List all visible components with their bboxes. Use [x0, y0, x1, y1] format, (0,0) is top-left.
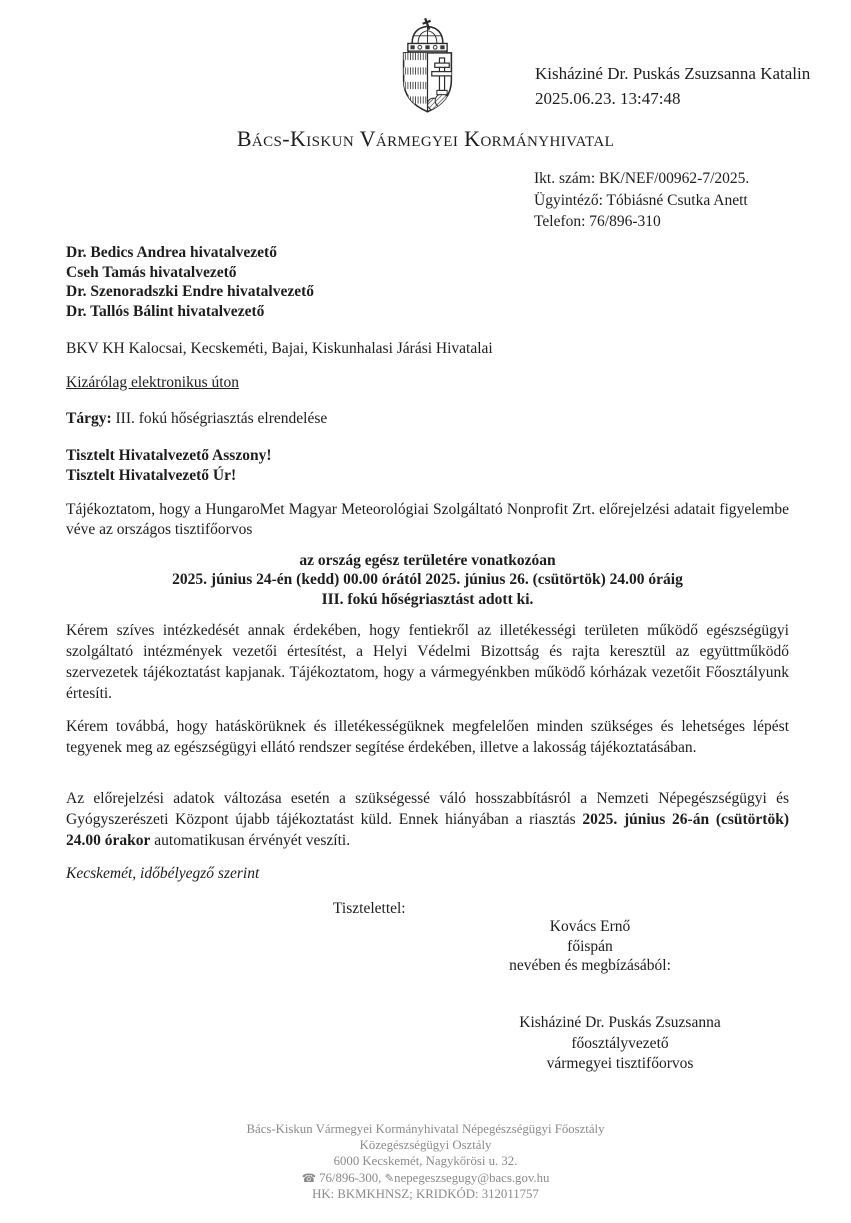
salutation-block: [66, 446, 789, 485]
reference-number-label: Ikt. szám:: [534, 170, 596, 187]
salutation-line: Tisztelt Hivatalvezető Asszony!: [66, 447, 272, 464]
phone-value: 76/896-310: [589, 213, 661, 230]
office-title: Bács-Kiskun Vármegyei Kormányhivatal: [236, 126, 615, 151]
footer-department: Bács-Kiskun Vármegyei Kormányhivatal Népegészségügyi Főosztály: [246, 1122, 605, 1136]
phone-label: Telefon:: [534, 213, 586, 230]
paragraph-request1-text: Kérem szíves intézkedését annak érdekében, hogy fentiekről az illetékességi területen működő egészségügyi szolgáltató intézmények vezetői értesítést, a Helyi Védelmi Bizottság és rajta keresztül az együttműködő szervezetek tájékoztatást kapjanak. Tájékoztatom, hogy a vármegyénkben működő kórházak vezetőit Főosztályunk értesíti.: [66, 622, 789, 702]
subject-label: Tárgy:: [66, 410, 112, 427]
delivery-method-text: Kizárólag elektronikus úton: [66, 374, 240, 391]
footer-contact-line: [0, 1170, 851, 1186]
closing-salutation: Tisztelettel:: [333, 900, 406, 917]
telephone-icon: ☎: [301, 1170, 316, 1185]
signatory-secondary-name: Kisháziné Dr. Puskás Zsuzsanna: [519, 1014, 721, 1031]
case-officer-label: Ügyintéző:: [534, 191, 603, 209]
recipient-offices-text: BKV KH Kalocsai, Kecskeméti, Bajai, Kiskunhalasi Járási Hivatalai: [66, 340, 493, 357]
footer-address: 6000 Kecskemét, Nagykőrösi u. 32.: [333, 1154, 518, 1169]
stamp-signer-name: Kisháziné Dr. Puskás Zsuzsanna Katalin: [535, 64, 811, 83]
signatory-secondary-title: főosztályvezető: [571, 1034, 669, 1052]
signatory-primary-block: [430, 917, 750, 976]
footer-division: Közegészségügyi Osztály: [359, 1138, 492, 1153]
paragraph-expiry-deadline: 2025. június 26-án (csütörtök) 24.00 órakor: [66, 811, 789, 849]
subject-line: [66, 409, 789, 429]
pen-icon: ✎: [384, 1170, 395, 1185]
paragraph-expiry-tail: automatikusan érvényét veszíti.: [150, 832, 351, 849]
alert-scope-line: az ország egész területére vonatkozóan: [299, 552, 556, 569]
recipient-name: Cseh Tamás hivatalvezető: [66, 263, 237, 281]
footer-email: nepegeszsegugy@bacs.gov.hu: [394, 1170, 550, 1185]
heat-alert-block: [66, 551, 789, 609]
recipient-name: Dr. Bedics Andrea hivatalvezető: [66, 244, 277, 261]
case-officer-line: [534, 190, 749, 212]
recipient-name: Dr. Tallós Bálint hivatalvezető: [66, 302, 265, 320]
recipient-offices: [66, 339, 789, 359]
reference-block: [534, 168, 749, 233]
recipients-block: [66, 243, 789, 321]
paragraph-intro: [66, 500, 789, 539]
signatory-secondary-block: [460, 1013, 780, 1075]
digital-signature-stamp: [535, 61, 810, 111]
alert-period-line: 2025. június 24-én (kedd) 00.00 órától 2025. június 26. (csütörtök) 24.00 óráig: [172, 571, 683, 589]
hungarian-coat-of-arms-icon: [389, 17, 466, 116]
paragraph-intro-text: Tájékoztatom, hogy a HungaroMet Magyar Meteorológiai Szolgáltató Nonprofit Zrt. előrejelzési adatait figyelembe véve az országos tisztifőorvos: [66, 501, 789, 538]
footer-phone: 76/896-300,: [319, 1170, 382, 1185]
paragraph-request2-text: Kérem továbbá, hogy hatáskörüknek és illetékességüknek megfelelően minden szükséges és lehetséges lépést tegyenek meg az egészségügyi ellátó rendszer segítése érdekében, illetve a lakosság tájékoztatásában.: [66, 718, 789, 756]
delivery-method: [66, 373, 789, 393]
footer-block: [0, 1121, 851, 1202]
paragraph-request2: [66, 716, 789, 758]
subject-text: III. fokú hőségriasztás elrendelése: [115, 410, 328, 427]
paragraph-expiry-text: Az előrejelzési adatok változása esetén a szükségessé váló hosszabbításról a Nemzeti Népegészségügyi és Gyógyszerészeti Központ újabb tájékoztatást küld. Ennek hiányában a riasztás: [66, 790, 789, 828]
footer-registry: HK: BKMKHNSZ; KRIDKÓD: 312011757: [312, 1186, 539, 1201]
alert-level-line: III. fokú hőségriasztást adott ki.: [321, 590, 534, 608]
reference-number-value: BK/NEF/00962-7/2025.: [599, 170, 750, 187]
phone-line: [534, 211, 749, 233]
signatory-primary-onbehalf: nevében és megbízásából:: [509, 957, 671, 974]
stamp-timestamp: 2025.06.23. 13:47:48: [535, 89, 681, 108]
recipient-name: Dr. Szenoradszki Endre hivatalvezető: [66, 283, 314, 301]
dateline: [66, 864, 789, 884]
signatory-secondary-role: vármegyei tisztifőorvos: [546, 1055, 694, 1072]
dateline-text: Kecskemét, időbélyegző szerint: [66, 865, 260, 882]
reference-number-line: [534, 168, 749, 190]
signatory-primary-name: Kovács Ernő: [549, 918, 631, 935]
case-officer-value: Tóbiásné Csutka Anett: [606, 191, 748, 209]
paragraph-request1: [66, 620, 789, 704]
salutation-line: Tisztelt Hivatalvezető Úr!: [66, 466, 237, 484]
signatory-primary-title: főispán: [567, 937, 613, 955]
paragraph-expiry: [66, 788, 789, 851]
